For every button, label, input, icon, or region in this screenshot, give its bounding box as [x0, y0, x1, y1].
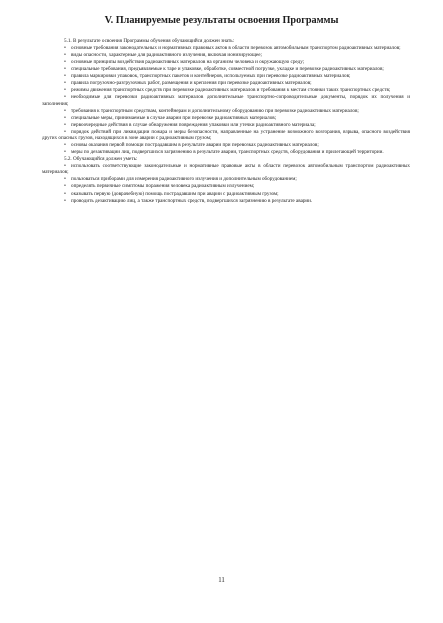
list-item: • проводить дезактивацию лиц, а также транспортных средств, подвергшихся загрязнению в результате аварии. — [64, 197, 313, 204]
bullet-icon: • — [64, 197, 66, 204]
list-item: • порядок действий при ликвидации пожара и меры безопасности, направленные на устранение возможного возгорания, взрыва, опасного воздействия других опасных грузов, находящихся в зоне аварии с радиоактивным грузом; — [42, 128, 410, 141]
list-item: • требования к транспортным средствам, контейнерам и дополнительному оборудованию при перевозке радиоактивных материалов; — [64, 107, 359, 114]
bullet-icon: • — [64, 80, 66, 87]
list-item: • основные требования законодательных и нормативных правовых актов в области перевозок автомобильным транспортом радиоактивных материалов; — [64, 45, 401, 52]
section-5-2-intro: 5.2. Обучающийся должен уметь: — [64, 156, 138, 163]
list-item: • меры по дезактивации лиц, подвергшихся загрязнению в результате аварии, транспортных средств, оборудования и прилегающей территории. — [64, 149, 384, 156]
list-item: • виды опасности, характерные для радиоактивного излучения, включая ионизирующее; — [64, 52, 262, 59]
bullet-icon: • — [64, 107, 66, 114]
bullet-icon: • — [64, 183, 66, 190]
bullet-icon: • — [64, 52, 66, 59]
bullet-icon: • — [64, 87, 66, 94]
list-item: • специальные меры, принимаемые в случае аварии при перевозке радиоактивных материалов; — [64, 114, 277, 121]
bullet-icon: • — [64, 163, 66, 170]
list-item: • правила маркировки упаковок, транспортных пакетов и контейнеров, используемых при перевозке радиоактивных материалов; — [64, 73, 351, 80]
bullet-icon: • — [64, 121, 66, 128]
list-item: • необходимые для перевозки радиоактивных материалов дополнительные транспортно-сопроводительные документы, порядок их получения и заполнения; — [42, 94, 410, 107]
list-item: • основные принципы воздействия радиоактивных материалов на организм человека и окружающую среду; — [64, 59, 305, 66]
bullet-icon: • — [64, 190, 66, 197]
skills-list — [42, 163, 410, 204]
bullet-icon: • — [64, 114, 66, 121]
list-item: • использовать соответствующие законодательные и нормативные правовые акты в области перевозок автомобильным транспортом радиоактивных материалов; — [42, 163, 410, 176]
bullet-icon: • — [64, 59, 66, 66]
document-body — [42, 38, 410, 205]
page-number: 11 — [218, 577, 225, 584]
list-item: • оказывать первую (доврачебную) помощь пострадавшим при аварии с радиоактивным грузом; — [64, 190, 279, 197]
list-item: • специальные требования, предъявляемые к таре и упаковке, обработке, совместной погрузке, укладке и перевозке радиоактивных материалов; — [64, 66, 384, 73]
bullet-icon: • — [64, 73, 66, 80]
list-item: • основы оказания первой помощи пострадавшим в результате аварии при перевозках радиоактивных материалов; — [64, 142, 319, 149]
bullet-icon: • — [64, 45, 66, 52]
bullet-icon: • — [64, 66, 66, 73]
section-heading: V. Планируемые результаты освоения Программы — [104, 15, 339, 26]
bullet-icon: • — [64, 94, 66, 101]
bullet-icon: • — [64, 142, 66, 149]
list-item: • правила погрузочно-разгрузочных работ, размещения и крепления при перевозке радиоактивных материалов; — [64, 80, 312, 87]
list-item: • пользоваться приборами для измерения радиоактивного излучения и дополнительным оборудованием; — [64, 176, 297, 183]
section-5-1-intro: 5.1. В результате освоения Программы обучения обучающийся должен знать: — [64, 38, 235, 44]
list-item: • режимы движения транспортных средств при перевозке радиоактивных материалов и требования к местам стоянки таких транспортных средств; — [64, 87, 391, 94]
knowledge-list — [42, 45, 410, 155]
bullet-icon: • — [64, 149, 66, 156]
bullet-icon: • — [64, 176, 66, 183]
list-item: • первоочередные действия в случае обнаружения повреждения упаковки или утечки радиоактивного материала; — [64, 121, 316, 128]
bullet-icon: • — [64, 128, 66, 135]
list-item: • определять первичные симптомы поражения человека радиоактивным излучением; — [64, 183, 255, 190]
